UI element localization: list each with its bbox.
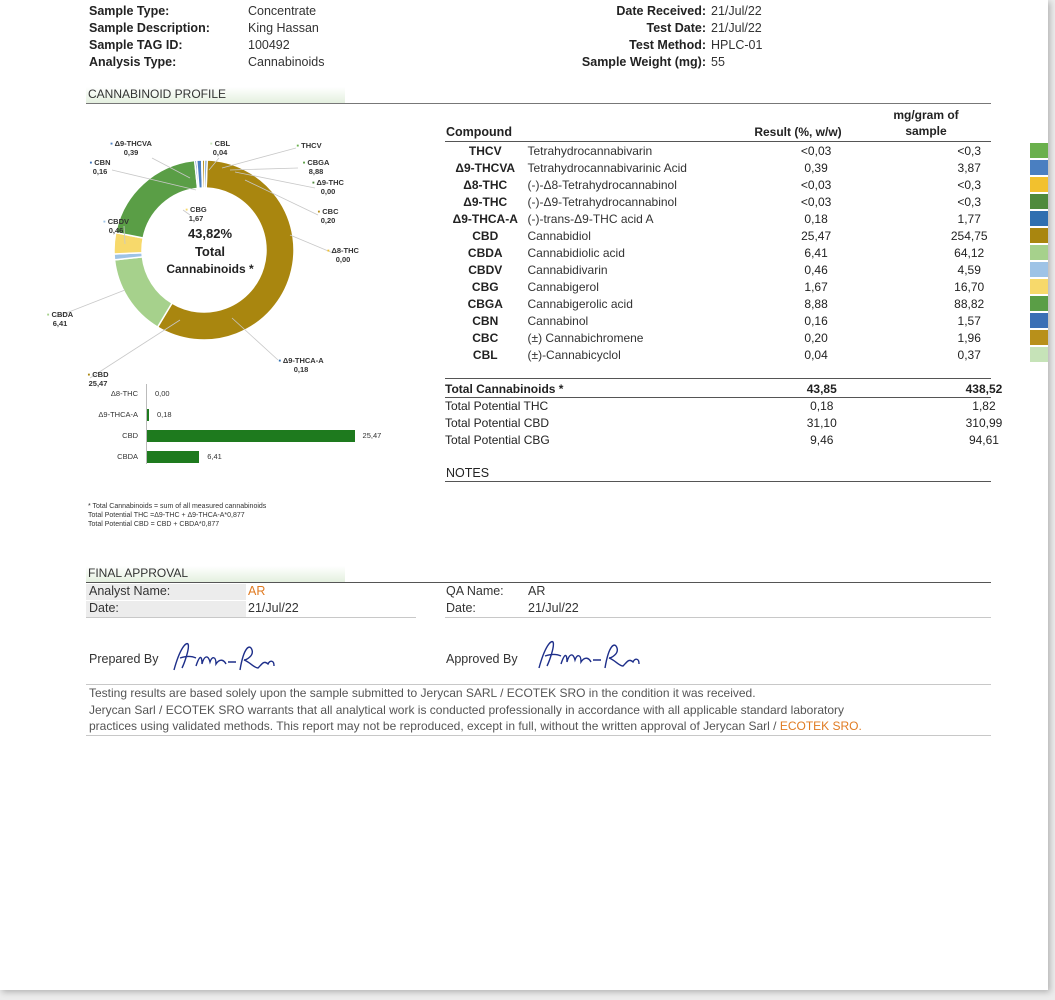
totals-mg: 1,82 xyxy=(972,398,996,413)
signature-divider xyxy=(86,684,991,685)
qa-name-label: QA Name: xyxy=(446,584,504,598)
col-compound-header: Compound xyxy=(446,125,512,139)
totals-inner-divider xyxy=(445,397,991,398)
bar-label-cbd: CBD xyxy=(122,431,138,440)
donut-label-d9thc: ▪ Δ9-THC 0,00 xyxy=(312,178,344,196)
compound-row xyxy=(445,312,1048,329)
compound-row xyxy=(445,193,1048,210)
analysis-type-value: Cannabinoids xyxy=(248,55,325,69)
compound-mg: 0,37 xyxy=(957,347,981,362)
donut-label-cbd: ▪ CBD 25,47 xyxy=(87,370,109,388)
disclaimer-line-2: Jerycan Sarl / ECOTEK SRO warrants that all analytical work is conducted professionally in accordance with all applicable standard laboratory xyxy=(89,703,845,717)
compound-row xyxy=(445,261,1048,278)
qa-bottom-line xyxy=(445,617,991,618)
sample-weight-label: Sample Weight (mg): xyxy=(581,55,706,69)
sample-tag-label: Sample TAG ID: xyxy=(89,38,183,52)
compound-color-swatch xyxy=(1030,142,1048,159)
bar-thca xyxy=(147,409,149,421)
compound-row xyxy=(445,295,1048,312)
bar-value-cbda: 6,41 xyxy=(207,452,222,461)
compound-mg: 3,87 xyxy=(957,160,981,175)
compound-name: (-)-Δ9-Tetrahydrocannabinol xyxy=(527,194,677,209)
donut-center-value: 43,82% xyxy=(187,226,233,241)
totals-name: Total Potential CBD xyxy=(445,415,550,430)
compound-name: (±) Cannabichromene xyxy=(527,330,644,345)
compound-color-swatch xyxy=(1030,244,1048,261)
prepared-by-label: Prepared By xyxy=(89,652,159,666)
swatch-block xyxy=(1030,279,1048,294)
sample-type-label: Sample Type: xyxy=(89,4,170,18)
compound-color-swatch xyxy=(1030,227,1048,244)
analyst-date-value: 21/Jul/22 xyxy=(248,601,299,615)
compound-color-swatch xyxy=(1030,295,1048,312)
compound-result: <0,03 xyxy=(800,143,832,158)
compound-row xyxy=(445,210,1048,227)
footnote-2: Total Potential THC =Δ9-THC + Δ9-THCA-A*0,877 xyxy=(88,512,245,519)
compound-mg: 4,59 xyxy=(957,262,981,277)
compound-abbr: CBG xyxy=(471,279,499,294)
compound-result: <0,03 xyxy=(800,194,832,209)
donut-label-cbl: ▪ CBL 0,04 xyxy=(209,139,231,157)
swatch-block xyxy=(1030,143,1048,158)
compound-name: (-)-trans-Δ9-THC acid A xyxy=(527,211,654,226)
qa-date-label: Date: xyxy=(446,601,476,615)
totals-name: Total Cannabinoids * xyxy=(445,381,564,396)
donut-label-cbda: ▪ CBDA 6,41 xyxy=(46,310,74,328)
bar-value-cbd: 25,47 xyxy=(362,431,382,440)
compound-color-swatch xyxy=(1030,193,1048,210)
compound-result: 0,16 xyxy=(804,313,828,328)
compound-abbr: Δ9-THCVA xyxy=(455,160,516,175)
totals-result: 9,46 xyxy=(810,432,834,447)
totals-top-divider xyxy=(445,378,991,379)
swatch-block xyxy=(1030,228,1048,243)
swatch-block xyxy=(1030,296,1048,311)
compound-row xyxy=(445,278,1048,295)
compound-result: 0,46 xyxy=(804,262,828,277)
compound-mg: <0,3 xyxy=(957,194,982,209)
swatch-block xyxy=(1030,262,1048,277)
donut-leader-lines xyxy=(0,0,400,400)
disclaimer-line-1: Testing results are based solely upon the sample submitted to Jerycan SARL / ECOTEK SRO in the condition it was received. xyxy=(89,686,756,700)
compound-row xyxy=(445,329,1048,346)
date-received-label: Date Received: xyxy=(616,4,706,18)
sample-tag-value: 100492 xyxy=(248,38,290,52)
sample-type-value: Concentrate xyxy=(248,4,317,18)
prepared-by-signature xyxy=(170,638,280,676)
compound-abbr: CBC xyxy=(472,330,499,345)
compound-row xyxy=(445,244,1048,261)
compound-abbr: Δ9-THCA-A xyxy=(452,211,518,226)
analyst-name-label: Analyst Name: xyxy=(89,584,171,598)
test-date-label: Test Date: xyxy=(646,21,706,35)
bar-cbd xyxy=(147,430,355,442)
compound-name: Cannabidivarin xyxy=(527,262,608,277)
swatch-block xyxy=(1030,211,1048,226)
compound-color-swatch xyxy=(1030,329,1048,346)
totals-mg: 310,99 xyxy=(965,415,1003,430)
compound-result: 8,88 xyxy=(804,296,828,311)
compound-mg: <0,3 xyxy=(957,177,982,192)
test-method-label: Test Method: xyxy=(629,38,706,52)
donut-label-cbc: ▪ CBC 0,20 xyxy=(317,207,339,225)
totals-row xyxy=(445,431,1048,448)
totals-table xyxy=(445,380,1048,448)
donut-label-cbg: ▪ CBG 1,67 xyxy=(185,205,207,223)
compound-abbr: Δ8-THC xyxy=(463,177,508,192)
analyst-date-label: Date: xyxy=(89,601,119,615)
compound-color-swatch xyxy=(1030,159,1048,176)
compound-row xyxy=(445,176,1048,193)
compound-mg: 254,75 xyxy=(950,228,988,243)
compound-row xyxy=(445,346,1048,363)
totals-name: Total Potential CBG xyxy=(445,432,550,447)
swatch-block xyxy=(1030,177,1048,192)
compound-color-swatch xyxy=(1030,312,1048,329)
totals-mg: 94,61 xyxy=(968,432,999,447)
approval-divider xyxy=(86,582,991,583)
compound-mg: 1,77 xyxy=(957,211,981,226)
bar-value-d8thc: 0,00 xyxy=(155,389,170,398)
compound-color-swatch xyxy=(1030,346,1048,363)
test-method-value: HPLC-01 xyxy=(711,38,763,52)
totals-result: 0,18 xyxy=(810,398,834,413)
compound-name: Cannabigerolic acid xyxy=(527,296,633,311)
compound-mg: 64,12 xyxy=(954,245,985,260)
compound-abbr: CBL xyxy=(472,347,498,362)
bar-cbda xyxy=(147,451,199,463)
compound-color-swatch xyxy=(1030,261,1048,278)
bar-label-thca: Δ9-THCA-A xyxy=(98,410,138,419)
col-mg-header: mg/gram of sample xyxy=(893,108,959,138)
sample-description-value: King Hassan xyxy=(248,21,319,35)
compound-abbr: THCV xyxy=(468,143,502,158)
compound-abbr: CBD xyxy=(472,228,499,243)
compound-result: <0,03 xyxy=(800,177,832,192)
compound-result: 6,41 xyxy=(804,245,828,260)
compound-result: 25,47 xyxy=(801,228,832,243)
compound-mg: 16,70 xyxy=(954,279,985,294)
footnote-1: * Total Cannabinoids = sum of all measured cannabinoids xyxy=(88,503,267,510)
compound-row xyxy=(445,142,1048,159)
qa-name-value: AR xyxy=(528,584,546,598)
compound-name: Cannabigerol xyxy=(527,279,599,294)
compound-abbr: CBDA xyxy=(467,245,503,260)
totals-mg: 438,52 xyxy=(965,381,1003,396)
analyst-name-value: AR xyxy=(248,584,266,598)
totals-name: Total Potential THC xyxy=(445,398,549,413)
donut-label-cbdv: ▪ CBDV 0,46 xyxy=(102,217,130,235)
swatch-block xyxy=(1030,160,1048,175)
sample-description-label: Sample Description: xyxy=(89,21,210,35)
swatch-block xyxy=(1030,194,1048,209)
compound-name: Tetrahydrocannabivarin xyxy=(527,143,653,158)
compound-mg: 1,96 xyxy=(957,330,981,345)
compound-result: 0,04 xyxy=(804,347,828,362)
compound-name: Cannabinol xyxy=(527,313,589,328)
disclaimer-line-3: practices using validated methods. This report may not be reproduced, except in full, without the written approval of Jerycan Sarl / ECOTEK SRO. xyxy=(89,719,862,733)
notes-divider xyxy=(445,481,991,482)
qa-date-value: 21/Jul/22 xyxy=(528,601,579,615)
bar-value-thca: 0,18 xyxy=(157,410,172,419)
analyst-bottom-line xyxy=(86,617,416,618)
compound-color-swatch xyxy=(1030,176,1048,193)
compound-abbr: CBN xyxy=(472,313,499,328)
compound-name: Cannabidiolic acid xyxy=(527,245,625,260)
col-result-header: Result (%, w/w) xyxy=(754,125,842,139)
totals-row xyxy=(445,397,1048,414)
compound-abbr: Δ9-THC xyxy=(463,194,508,209)
swatch-block xyxy=(1030,245,1048,260)
compound-row xyxy=(445,227,1048,244)
totals-row xyxy=(445,380,1048,397)
swatch-block xyxy=(1030,330,1048,345)
approved-by-label: Approved By xyxy=(446,652,518,666)
donut-label-thca: ▪ Δ9-THCA-A 0,18 xyxy=(278,356,324,374)
compound-result: 0,18 xyxy=(804,211,828,226)
compound-name: Tetrahydrocannabivarinic Acid xyxy=(527,160,687,175)
cannabinoid-profile-heading: CANNABINOID PROFILE xyxy=(86,87,345,104)
compound-color-swatch xyxy=(1030,210,1048,227)
sample-weight-value: 55 xyxy=(711,55,725,69)
compound-abbr: CBGA xyxy=(467,296,503,311)
footnote-3: Total Potential CBD = CBD + CBDA*0,877 xyxy=(88,521,220,528)
compound-result: 0,39 xyxy=(804,160,828,175)
compound-row xyxy=(445,159,1048,176)
notes-label: NOTES xyxy=(446,466,490,480)
date-received-value: 21/Jul/22 xyxy=(711,4,762,18)
donut-label-cbn: ▪ CBN 0,16 xyxy=(89,158,111,176)
compound-name: (-)-Δ8-Tetrahydrocannabinol xyxy=(527,177,677,192)
compound-result: 0,20 xyxy=(804,330,828,345)
swatch-block xyxy=(1030,347,1048,362)
compound-result: 1,67 xyxy=(804,279,828,294)
disclaimer-bottom-line xyxy=(86,735,991,736)
donut-center-line1: Total xyxy=(194,244,226,259)
final-approval-heading: FINAL APPROVAL xyxy=(86,566,345,583)
donut-label-d8thc: ▪ Δ8-THC 0,00 xyxy=(327,246,359,264)
analysis-type-label: Analysis Type: xyxy=(89,55,177,69)
compound-mg: 1,57 xyxy=(957,313,981,328)
compound-color-swatch xyxy=(1030,278,1048,295)
donut-label-thcv: ▪ THCV xyxy=(296,141,322,150)
donut-label-thcva: ▪ Δ9-THCVA 0,39 xyxy=(110,139,152,157)
totals-row xyxy=(445,414,1048,431)
compound-abbr: CBDV xyxy=(468,262,503,277)
approved-by-signature xyxy=(535,636,645,674)
swatch-block xyxy=(1030,313,1048,328)
bar-label-d8thc: Δ8-THC xyxy=(110,389,138,398)
test-date-value: 21/Jul/22 xyxy=(711,21,762,35)
compound-name: Cannabidiol xyxy=(527,228,591,243)
donut-center-line2: Cannabinoids * xyxy=(166,262,254,276)
donut-label-cbga: ▪ CBGA 8,88 xyxy=(302,158,330,176)
compound-name: (±)-Cannabicyclol xyxy=(527,347,621,362)
totals-result: 43,85 xyxy=(806,381,837,396)
bar-label-cbda: CBDA xyxy=(117,452,138,461)
compound-mg: <0,3 xyxy=(957,143,982,158)
totals-result: 31,10 xyxy=(806,415,837,430)
compound-mg: 88,82 xyxy=(954,296,985,311)
compound-table xyxy=(445,142,1048,363)
